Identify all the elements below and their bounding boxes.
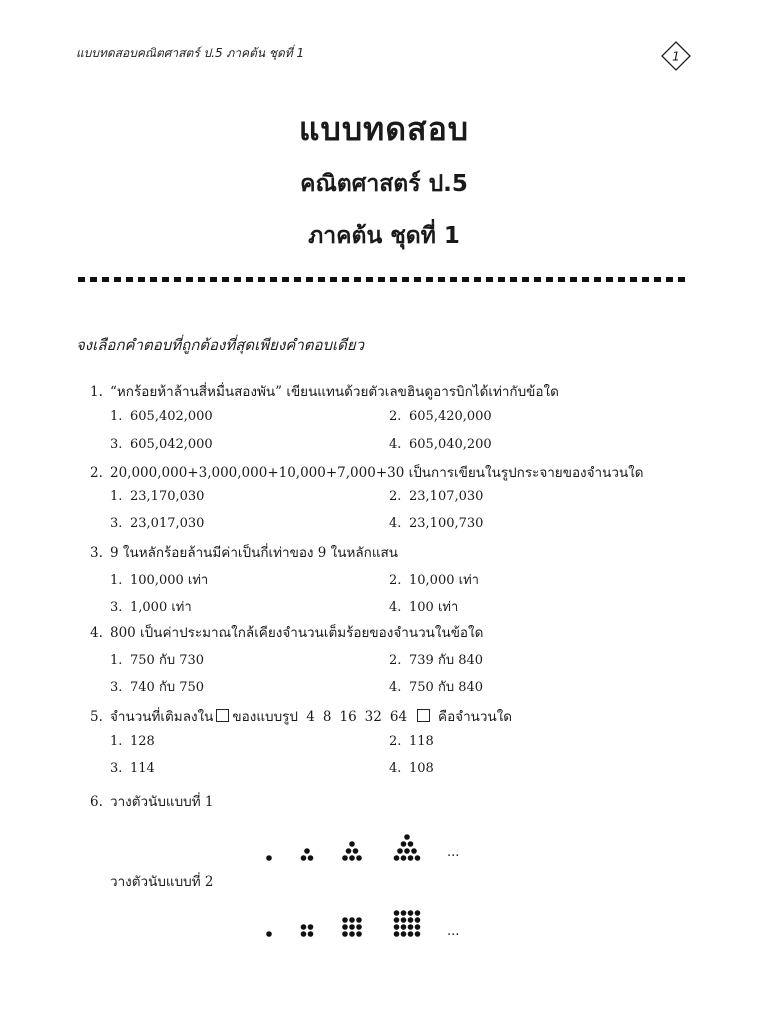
page-number-badge — [661, 41, 691, 71]
counter-dot — [397, 848, 403, 854]
question-4 — [90, 621, 483, 643]
question-text: 9 ในหลักร้อยล้านมีค่าเป็นกี่เท่าของ 9 ในหลักแสน — [110, 545, 399, 561]
counter-dot — [415, 931, 421, 937]
counter-dot — [408, 931, 414, 937]
sequence-term: 64 — [389, 709, 408, 725]
counter-dot — [394, 910, 400, 916]
counter-dot — [408, 910, 414, 916]
option-1-3[interactable]: 3. 605,042,000 — [110, 437, 213, 452]
counter-dot — [301, 924, 307, 930]
question-number: 5. — [90, 709, 103, 725]
question-text: “หกร้อยห้าล้านสี่หมื่นสองพัน” เขียนแทนด้วยตัวเลขฮินดูอารบิกได้เท่ากับข้อใด — [110, 384, 559, 400]
option-4-2[interactable]: 2. 739 กับ 840 — [389, 653, 484, 668]
question-3 — [90, 541, 398, 563]
running-header: แบบทดสอบคณิตศาสตร์ ป.5 ภาคต้น ชุดที่ 1 — [76, 46, 305, 60]
counter-dot — [401, 910, 407, 916]
counter-dot — [408, 841, 414, 847]
counter-dot — [356, 855, 362, 861]
counter-dot — [415, 855, 421, 861]
blank-box-icon — [216, 709, 229, 722]
counter-dot — [353, 848, 359, 854]
question-number: 4. — [90, 625, 103, 641]
counter-dot — [308, 931, 314, 937]
counter-dot — [356, 917, 362, 923]
instruction: จงเลือกคำตอบที่ถูกต้องที่สุดเพียงคำตอบเดียว — [76, 336, 365, 354]
counter-dot — [356, 931, 362, 937]
counter-dot — [408, 924, 414, 930]
pattern-1-continuation: ... — [447, 845, 460, 860]
counter-dot — [342, 931, 348, 937]
counter-dot — [304, 848, 310, 854]
counter-dot — [401, 931, 407, 937]
option-2-1[interactable]: 1. 23,170,030 — [110, 489, 205, 504]
option-5-1[interactable]: 1. 128 — [110, 734, 155, 749]
counter-dot — [408, 855, 414, 861]
counter-dot — [415, 910, 421, 916]
dashed-divider — [78, 277, 690, 282]
counter-dot — [408, 917, 414, 923]
question-number: 2. — [90, 465, 103, 481]
sequence-term: 4 — [306, 709, 315, 725]
question-5: 5. จำนวนที่เติมลงใน ของแบบรูป 4 8 16 32 64 คือจำนวนใด — [90, 709, 513, 725]
question-number: 6. — [90, 794, 103, 810]
question-number: 1. — [90, 384, 103, 400]
page-title: แบบทดสอบ — [298, 110, 470, 148]
counter-dot — [308, 924, 314, 930]
option-1-1[interactable]: 1. 605,402,000 — [110, 409, 213, 424]
option-3-4[interactable]: 4. 100 เท่า — [389, 600, 459, 615]
option-5-2[interactable]: 2. 118 — [389, 734, 434, 749]
counter-dot — [349, 931, 355, 937]
counter-dot — [349, 924, 355, 930]
question-2 — [90, 461, 644, 483]
sequence-term: 8 — [322, 709, 332, 725]
subject-title: คณิตศาสตร์ ป.5 — [300, 171, 468, 197]
counter-dot — [356, 924, 362, 930]
option-3-3[interactable]: 3. 1,000 เท่า — [110, 600, 192, 615]
counter-dot — [349, 855, 355, 861]
counter-dot — [342, 924, 348, 930]
question-1 — [90, 380, 559, 402]
option-4-1[interactable]: 1. 750 กับ 730 — [110, 653, 205, 668]
counter-dot — [394, 917, 400, 923]
counter-dot — [349, 917, 355, 923]
counter-dot — [349, 841, 355, 847]
page-number: 1 — [672, 49, 680, 64]
option-3-1[interactable]: 1. 100,000 เท่า — [110, 573, 209, 588]
counter-dot — [266, 931, 272, 937]
counter-dot — [401, 924, 407, 930]
counter-dot — [415, 924, 421, 930]
counter-dot — [404, 848, 410, 854]
counter-dot — [301, 931, 307, 937]
sequence-term: 32 — [364, 709, 382, 725]
counter-dot — [401, 855, 407, 861]
counter-dot — [342, 917, 348, 923]
counter-dot — [394, 924, 400, 930]
pattern-1-dots — [255, 826, 435, 862]
counter-dot — [401, 841, 407, 847]
question-number: 3. — [90, 545, 103, 561]
sequence-term: 16 — [339, 709, 357, 725]
counter-dot — [342, 855, 348, 861]
pattern-2-continuation: ... — [447, 924, 460, 939]
option-5-4[interactable]: 4. 108 — [389, 761, 434, 776]
counter-dot — [401, 917, 407, 923]
counter-dot — [394, 931, 400, 937]
question-text: 20,000,000+3,000,000+10,000+7,000+30 เป็นการเขียนในรูปกระจายของจำนวนใด — [110, 465, 644, 481]
set-title: ภาคต้น ชุดที่ 1 — [308, 223, 460, 249]
option-5-3[interactable]: 3. 114 — [110, 761, 155, 776]
pattern-2-label: วางตัวนับแบบที่ 2 — [110, 874, 214, 890]
option-2-2[interactable]: 2. 23,107,030 — [389, 489, 484, 504]
pattern-1-label: วางตัวนับแบบที่ 1 — [110, 794, 214, 810]
counter-dot — [411, 848, 417, 854]
option-2-3[interactable]: 3. 23,017,030 — [110, 516, 205, 531]
counter-dot — [394, 855, 400, 861]
pattern-2-dots — [255, 898, 435, 940]
question-6 — [90, 790, 214, 812]
option-1-4[interactable]: 4. 605,040,200 — [389, 437, 492, 452]
option-3-2[interactable]: 2. 10,000 เท่า — [389, 573, 479, 588]
question-text: 800 เป็นค่าประมาณใกล้เคียงจำนวนเต็มร้อยของจำนวนในข้อใด — [110, 625, 484, 641]
counter-dot — [346, 848, 352, 854]
blank-box-icon — [417, 709, 430, 722]
counter-dot — [266, 855, 272, 861]
counter-dot — [301, 855, 307, 861]
option-4-3[interactable]: 3. 740 กับ 750 — [110, 680, 205, 695]
option-4-4[interactable]: 4. 750 กับ 840 — [389, 680, 484, 695]
option-2-4[interactable]: 4. 23,100,730 — [389, 516, 484, 531]
option-1-2[interactable]: 2. 605,420,000 — [389, 409, 492, 424]
counter-dot — [404, 834, 410, 840]
counter-dot — [308, 855, 314, 861]
counter-dot — [415, 917, 421, 923]
